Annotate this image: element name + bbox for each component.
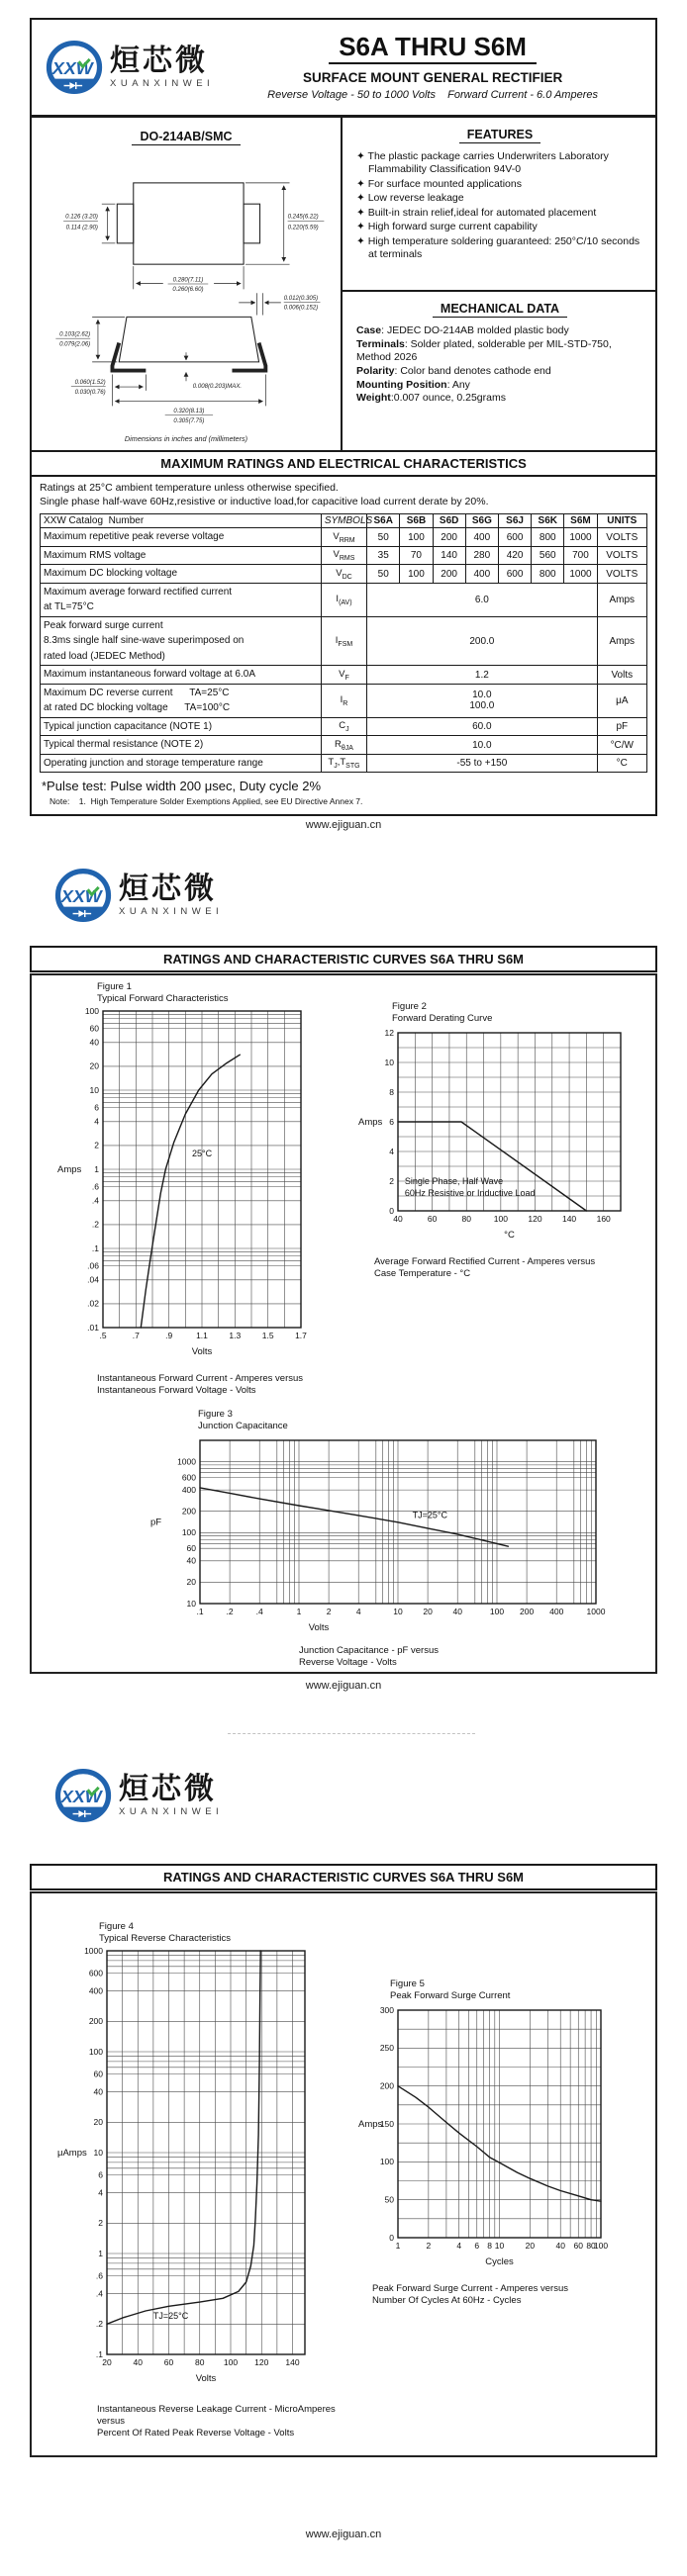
svg-text:4: 4 [98,2187,103,2198]
svg-text:.2: .2 [226,1606,234,1616]
company-logo [54,867,223,924]
svg-text:2: 2 [426,2240,432,2251]
features-section [343,118,655,292]
svg-text:100: 100 [379,2156,394,2166]
svg-text:XXW: XXW [60,885,102,906]
row-value: 800 [532,565,564,584]
svg-text:100: 100 [489,1606,505,1616]
svg-text:Amps: Amps [358,2118,383,2130]
svg-text:50: 50 [384,2194,394,2205]
svg-text:1.7: 1.7 [295,1330,307,1340]
svg-text:10: 10 [393,1606,403,1616]
svg-text:0: 0 [389,1205,394,1216]
column-header-units: UNITS [597,514,646,528]
svg-text:60: 60 [427,1213,438,1224]
column-header-part: S6B [400,514,433,528]
row-label: Maximum repetitive peak reverse voltage [41,528,322,547]
svg-text:120: 120 [528,1213,542,1224]
svg-text:.4: .4 [91,1195,99,1206]
row-value: 70 [400,546,433,565]
figure-4-plot [57,1945,364,2388]
svg-text:1.3: 1.3 [229,1330,242,1340]
svg-text:XXW: XXW [51,57,93,78]
svg-text:0.305(7.75): 0.305(7.75) [173,416,205,424]
svg-text:Volts: Volts [308,1621,330,1633]
svg-text:.02: .02 [87,1298,99,1309]
ratings-note-1: Ratings at 25°C ambient temperature unless otherwise specified. [40,482,339,494]
svg-text:8: 8 [389,1086,394,1097]
row-value-span: 6.0 [367,583,597,616]
page1 [30,18,657,816]
row-value: 100 [400,565,433,584]
svg-text:4: 4 [389,1146,394,1156]
logo-chinese-name: 烜芯微 [119,1772,217,1805]
column-header-part: S6G [465,514,498,528]
svg-text:XXW: XXW [60,1786,102,1806]
svg-text:400: 400 [88,1985,103,1996]
svg-text:1: 1 [94,1163,99,1174]
row-symbol: $V_{RRM}$ [321,528,366,547]
page3-curves-box [30,1891,657,2457]
row-units: μA [597,684,646,717]
row-value: 200 [433,565,465,584]
table-row [41,736,647,755]
svg-text:1: 1 [98,2248,103,2258]
svg-text:40: 40 [93,2086,103,2097]
svg-text:1: 1 [296,1606,302,1616]
svg-text:100: 100 [84,1005,99,1016]
svg-text:100: 100 [593,2240,609,2251]
svg-text:0.006(0.152): 0.006(0.152) [283,304,319,312]
svg-text:.4: .4 [95,2288,103,2299]
svg-text:0.280(7.11): 0.280(7.11) [172,276,204,284]
voltage-current-tagline: Reverse Voltage - 50 to 1000 Volts Forward Current - 6.0 Amperes [267,89,598,102]
logo-english-name: XUANXINWEI [119,1805,224,1817]
svg-text:60: 60 [186,1542,196,1553]
svg-text:60: 60 [573,2240,583,2251]
svg-text:.9: .9 [165,1330,173,1340]
svg-text:10: 10 [93,2147,103,2158]
figure-2-plot [358,1025,655,1244]
svg-text:.6: .6 [91,1181,99,1192]
svg-text:.01: .01 [87,1322,99,1333]
column-header-part: S6K [532,514,564,528]
svg-text:100: 100 [181,1526,196,1537]
figure-5 [358,1978,655,2307]
svg-text:.5: .5 [99,1330,107,1340]
row-label: Peak forward surge current 8.3ms single half sine-wave superimposed on rated load (JEDEC Method) [41,616,322,666]
figure-3 [150,1409,687,1669]
feature-item: ✦ High forward surge current capability [356,221,538,233]
svg-text:.2: .2 [91,1219,99,1230]
logo-mark-icon [54,867,112,924]
row-symbol: $V_{RMS}$ [321,546,366,565]
row-value: 35 [367,546,400,565]
fig3-chart [150,1432,612,1637]
svg-text:140: 140 [285,2356,300,2367]
svg-text:100: 100 [493,1213,508,1224]
svg-text:0.114 (2.90): 0.114 (2.90) [65,224,98,231]
svg-text:60: 60 [93,2069,103,2079]
page2-curves-box [30,973,657,1674]
figure-1-title: Figure 1 Typical Forward Characteristics [97,981,229,1004]
package-drawing [38,149,335,448]
svg-text:TJ=25°C: TJ=25°C [412,1510,447,1520]
svg-text:2: 2 [326,1606,332,1616]
row-units: °C [597,754,646,773]
svg-text:1.5: 1.5 [261,1330,274,1340]
svg-text:4: 4 [456,2240,462,2251]
ratings-heading: MAXIMUM RATINGS AND ELECTRICAL CHARACTERISTICS [32,452,655,477]
svg-text:Dimensions in inches and (mill: Dimensions in inches and (millimeters) [124,434,248,444]
svg-text:0.012(0.305): 0.012(0.305) [283,294,319,302]
row-symbol: $V_F$ [321,666,366,685]
row-symbol: $T_J,T_{STG}$ [321,754,366,773]
column-header-symbols: SYMBOLS [321,514,366,528]
footer-url: www.ejiguan.cn [305,2529,382,2540]
svg-text:60: 60 [163,2356,174,2367]
svg-text:80: 80 [461,1213,471,1224]
row-units: VOLTS [597,565,646,584]
figure-3-caption: Junction Capacitance - pF versus Reverse Voltage - Volts [299,1644,439,1669]
svg-text:60: 60 [89,1023,99,1034]
svg-text:.6: .6 [95,2270,103,2281]
mech-line: Mounting Position: Any [356,378,470,391]
svg-text:100: 100 [223,2356,239,2367]
svg-text:4: 4 [94,1116,99,1127]
package-and-features [32,118,655,452]
svg-text:.4: .4 [255,1606,263,1616]
logo-text [110,46,214,89]
svg-text:10: 10 [89,1084,99,1095]
row-label: Maximum instantaneous forward voltage at 6.0A [41,666,322,685]
logo-chinese-name: 烜芯微 [110,44,208,77]
table-row [41,546,647,565]
mechanical-heading: MECHANICAL DATA [433,302,567,318]
svg-text:2: 2 [389,1175,394,1186]
table-row [41,666,647,685]
logo-mark-icon [54,1767,112,1824]
page-title: S6A THRU S6M [329,34,537,64]
row-value: 400 [465,565,498,584]
svg-text:Amps: Amps [358,1116,383,1128]
row-value: 600 [498,565,531,584]
svg-text:0.126 (3.20): 0.126 (3.20) [65,213,98,221]
fig4-chart [57,1945,315,2388]
svg-text:Amps: Amps [57,1163,82,1175]
solder-exemption-note: Note: 1. High Temperature Solder Exemptions Applied, see EU Directive Annex 7. [49,796,363,807]
svg-text:.1: .1 [196,1606,204,1616]
logo-english-name: XUANXINWEI [110,77,215,89]
package-column [32,118,343,450]
svg-text:Cycles: Cycles [485,2255,514,2267]
row-label: Maximum average forward rectified current at TL=75°C [41,583,322,616]
features-heading: FEATURES [459,128,540,143]
svg-text:0.220(5.59): 0.220(5.59) [287,224,319,231]
mech-line: Weight:0.007 ounce, 0.25grams [356,392,506,405]
svg-text:150: 150 [379,2118,394,2129]
svg-text:1.1: 1.1 [196,1330,208,1340]
svg-text:2: 2 [98,2217,103,2228]
fig1-chart [57,1005,311,1359]
svg-text:Volts: Volts [195,2372,217,2384]
page1-header [32,20,655,118]
svg-text:μAmps: μAmps [57,2147,87,2159]
logo-mark-icon [46,39,103,96]
row-value: 50 [367,528,400,547]
table-header-row [41,514,647,528]
svg-text:°C: °C [504,1229,515,1241]
svg-text:400: 400 [549,1606,564,1616]
svg-text:0.079(2.06): 0.079(2.06) [59,340,91,348]
svg-text:1000: 1000 [177,1456,196,1467]
svg-text:250: 250 [379,2042,394,2053]
svg-text:200: 200 [88,2015,103,2026]
svg-text:pF: pF [150,1517,162,1528]
row-value-span: 10.0 100.0 [367,684,597,717]
svg-text:80: 80 [586,2240,596,2251]
table-row [41,684,647,717]
row-value-span: 200.0 [367,616,597,666]
figure-1 [57,981,354,1397]
svg-text:6: 6 [474,2240,480,2251]
svg-text:40: 40 [393,1213,403,1224]
row-symbol: $V_{DC}$ [321,565,366,584]
row-symbol: $I_{FSM}$ [321,616,366,666]
row-value-span: 60.0 [367,717,597,736]
svg-text:60Hz Resistive or Inductive Lo: 60Hz Resistive or Inductive Load [404,1187,536,1198]
figure-3-plot [150,1432,687,1637]
svg-text:0.245(6.22): 0.245(6.22) [287,213,319,221]
row-value: 560 [532,546,564,565]
svg-text:20: 20 [525,2240,536,2251]
column-header-part: S6J [498,514,531,528]
svg-text:160: 160 [596,1213,611,1224]
svg-text:Single Phase, Half Wave: Single Phase, Half Wave [404,1175,504,1186]
svg-text:120: 120 [254,2356,269,2367]
row-label: Maximum DC reverse current TA=25°C at rated DC blocking voltage TA=100°C [41,684,322,717]
table-row [41,616,647,666]
svg-text:40: 40 [186,1555,196,1566]
figure-4-title: Figure 4 Typical Reverse Characteristics [99,1921,232,1944]
svg-text:40: 40 [133,2356,143,2367]
page-subtitle: SURFACE MOUNT GENERAL RECTIFIER [302,70,563,86]
company-logo [54,1767,223,1824]
figure-4 [57,1921,364,2440]
row-units: VOLTS [597,546,646,565]
svg-text:Volts: Volts [191,1345,213,1357]
row-label: Maximum DC blocking voltage [41,565,322,584]
svg-text:40: 40 [452,1606,462,1616]
svg-text:300: 300 [379,2004,394,2015]
feature-item: ✦ Low reverse leakage [356,192,464,205]
figure-1-caption: Instantaneous Forward Current - Amperes versus Instantaneous Forward Voltage - Volts [97,1372,304,1397]
mech-line: Terminals: Solder plated, solderable per MIL-STD-750, Method 2026 [356,337,612,364]
svg-text:25°C: 25°C [192,1148,213,1158]
ratings-table [40,513,647,773]
figure-2-caption: Average Forward Rectified Current - Amperes versus Case Temperature - °C [374,1255,596,1280]
row-units: Volts [597,666,646,685]
figure-2 [358,1001,655,1280]
row-units: Amps [597,583,646,616]
figure-4-caption: Instantaneous Reverse Leakage Current - MicroAmperes versus Percent Of Rated Peak Reverse Voltage - Volts [97,2403,336,2439]
row-label: Operating junction and storage temperature range [41,754,322,773]
svg-text:200: 200 [520,1606,535,1616]
column-header-part: S6A [367,514,400,528]
row-units: VOLTS [597,528,646,547]
feature-item: ✦ High temperature soldering guaranteed: 250°C/10 seconds at terminals [356,234,640,261]
row-symbol: $C_J$ [321,717,366,736]
figure-5-title: Figure 5 Peak Forward Surge Current [390,1978,511,2001]
table-row [41,754,647,773]
column-header-catalog: XXW Catalog Number [41,514,322,528]
svg-text:6: 6 [94,1102,99,1113]
svg-text:1000: 1000 [586,1606,606,1616]
row-value: 800 [532,528,564,547]
svg-text:20: 20 [93,2116,103,2127]
table-row [41,565,647,584]
mechanical-lines [356,324,643,406]
row-value: 1000 [564,528,597,547]
feature-item: ✦ For surface mounted applications [356,177,522,190]
logo-chinese-name: 烜芯微 [119,872,217,905]
row-value: 1000 [564,565,597,584]
row-value: 50 [367,565,400,584]
title-block [214,31,651,102]
svg-text:0.260(6.60): 0.260(6.60) [172,286,204,294]
page-separator [228,1733,475,1734]
svg-text:.1: .1 [95,2348,103,2359]
mech-line: Case: JEDEC DO-214AB molded plastic body [356,324,569,336]
svg-text:2: 2 [94,1140,99,1150]
column-header-part: S6M [564,514,597,528]
figure-5-plot [358,2002,655,2271]
svg-text:10: 10 [186,1598,196,1609]
svg-text:TJ=25°C: TJ=25°C [152,2310,189,2321]
company-logo [46,39,214,96]
row-symbol: $I_{(AV)}$ [321,583,366,616]
row-value: 400 [465,528,498,547]
svg-text:40: 40 [89,1037,99,1048]
row-value: 600 [498,528,531,547]
svg-text:10: 10 [494,2240,505,2251]
svg-text:.7: .7 [132,1330,140,1340]
svg-text:600: 600 [88,1968,103,1978]
feature-item: ✦ Built-in strain relief,ideal for automated placement [356,206,597,219]
figure-3-title: Figure 3 Junction Capacitance [198,1409,288,1431]
svg-text:600: 600 [181,1472,196,1483]
svg-text:0.060(1.52): 0.060(1.52) [74,379,106,387]
row-value: 100 [400,528,433,547]
svg-text:.2: .2 [95,2318,103,2329]
row-value-span: 1.2 [367,666,597,685]
svg-text:20: 20 [102,2356,112,2367]
svg-text:1000: 1000 [84,1945,103,1956]
mech-line: Polarity: Color band denotes cathode end [356,364,551,377]
svg-text:12: 12 [384,1027,394,1038]
svg-text:1: 1 [395,2240,401,2251]
features-list [356,150,643,262]
svg-text:8: 8 [487,2240,492,2251]
svg-text:40: 40 [555,2240,565,2251]
svg-text:0.008(0.203)MAX.: 0.008(0.203)MAX. [192,383,243,391]
row-label: Typical thermal resistance (NOTE 2) [41,736,322,755]
row-units: pF [597,717,646,736]
ratings-section [32,477,655,814]
table-row [41,717,647,736]
svg-text:0.030(0.76): 0.030(0.76) [74,388,106,396]
curves-banner: RATINGS AND CHARACTERISTIC CURVES S6A THRU S6M [30,1864,657,1890]
package-name: DO-214AB/SMC [132,130,240,145]
svg-text:400: 400 [181,1484,196,1495]
svg-text:6: 6 [98,2169,103,2180]
curves-banner: RATINGS AND CHARACTERISTIC CURVES S6A THRU S6M [30,946,657,972]
svg-text:.06: .06 [87,1260,99,1271]
svg-text:6: 6 [389,1116,394,1127]
column-header-part: S6D [433,514,465,528]
row-value: 420 [498,546,531,565]
svg-text:.04: .04 [87,1274,99,1285]
figure-2-title: Figure 2 Forward Derating Curve [392,1001,493,1024]
svg-text:80: 80 [195,2356,205,2367]
svg-text:0.320(8.13): 0.320(8.13) [173,408,205,415]
svg-text:0: 0 [389,2232,394,2243]
svg-text:10: 10 [384,1057,394,1067]
svg-text:140: 140 [561,1213,577,1224]
row-symbol: $R_{\theta JA}$ [321,736,366,755]
svg-text:200: 200 [181,1506,196,1517]
row-value: 200 [433,528,465,547]
footer-url: www.ejiguan.cn [305,819,382,831]
row-value: 280 [465,546,498,565]
figure-5-caption: Peak Forward Surge Current - Amperes versus Number Of Cycles At 60Hz - Cycles [372,2282,568,2307]
svg-text:100: 100 [88,2046,103,2057]
features-column [343,118,655,450]
table-row [41,528,647,547]
row-value: 140 [433,546,465,565]
row-units: °C/W [597,736,646,755]
row-units: Amps [597,616,646,666]
svg-text:20: 20 [186,1576,196,1587]
svg-text:4: 4 [355,1606,361,1616]
feature-item: ✦ The plastic package carries Underwriters Laboratory Flammability Classification 94V-0 [356,150,609,176]
logo-english-name: XUANXINWEI [119,905,224,917]
mechanical-data-section [343,292,655,428]
fig5-chart [358,2002,615,2271]
fig2-chart [358,1025,633,1244]
ratings-note-2: Single phase half-wave 60Hz,resistive or inductive load,for capacitive load current derate by 20%. [40,496,489,508]
row-value: 700 [564,546,597,565]
svg-text:20: 20 [89,1060,99,1071]
row-value-span: -55 to +150 [367,754,597,773]
row-label: Typical junction capacitance (NOTE 1) [41,717,322,736]
table-row [41,583,647,616]
pulse-test-note: *Pulse test: Pulse width 200 μsec, Duty cycle 2% [42,779,322,794]
row-label: Maximum RMS voltage [41,546,322,565]
row-symbol: $I_R$ [321,684,366,717]
svg-text:200: 200 [379,2080,394,2091]
row-value-span: 10.0 [367,736,597,755]
svg-text:.1: .1 [91,1242,99,1253]
svg-text:0.103(2.62): 0.103(2.62) [59,330,91,338]
svg-text:20: 20 [423,1606,433,1616]
footer-url: www.ejiguan.cn [305,1680,382,1692]
figure-1-plot [57,1005,354,1359]
